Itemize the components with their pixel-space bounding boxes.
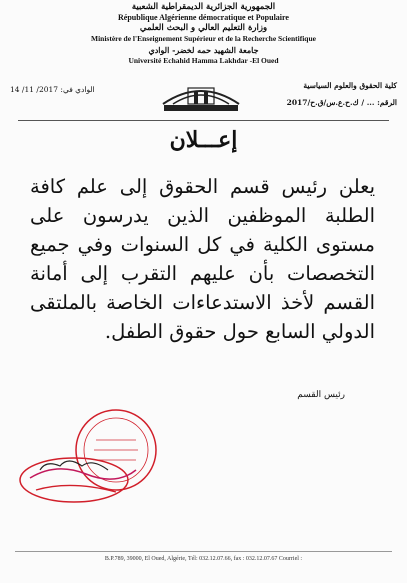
footer-divider bbox=[15, 551, 392, 552]
faculty-name: كلية الحقوق والعلوم السياسية bbox=[303, 81, 397, 90]
announcement-title: إعـــلان bbox=[169, 127, 238, 153]
header-ar-republic: الجمهورية الجزائرية الديمقراطية الشعبية bbox=[131, 2, 276, 12]
signature-label: رئيس القسم bbox=[297, 390, 345, 400]
header-fr-ministry: Ministère de l'Enseignement Supérieur et de la Recherche Scientifique bbox=[91, 34, 316, 43]
university-logo bbox=[158, 74, 244, 114]
header-ar-ministry: وزارة التعليم العالي و البحث العلمي bbox=[139, 23, 268, 33]
department-stamp bbox=[16, 400, 186, 515]
header-fr-republic: République Algérienne démocratique et Populaire bbox=[118, 13, 289, 22]
city-date: الوادي في: 2017/ 11/ 14 bbox=[10, 85, 95, 94]
header-fr-university: Université Echahid Hamma Lakhdar -El Oued bbox=[128, 56, 279, 65]
header-ar-university: جامعة الشهيد حمه لخضر- الوادي bbox=[148, 45, 259, 55]
reference-number: الرقم: ... / ك.ح.ع.س/ق.ح/2017 bbox=[286, 98, 397, 107]
header-divider bbox=[18, 120, 389, 121]
announcement-body: يعلن رئيس قسم الحقوق إلى علم كافة الطلبة الموظفين الذين يدرسون على مستوى الكلية في كل السنوات وفي جميع التخصصات بأن عليهم التقرب إلى أمانة القسم لأخذ الاستدعاءات الخاصة بالملتقى الدولي السابع حول حقوق الطفل. bbox=[30, 175, 375, 343]
footer-address: B.P.789, 39000, El Oued, Algérie, Tél: 032.12.07.66, fax : 032.12.07.67 Courriel : bbox=[104, 556, 303, 562]
